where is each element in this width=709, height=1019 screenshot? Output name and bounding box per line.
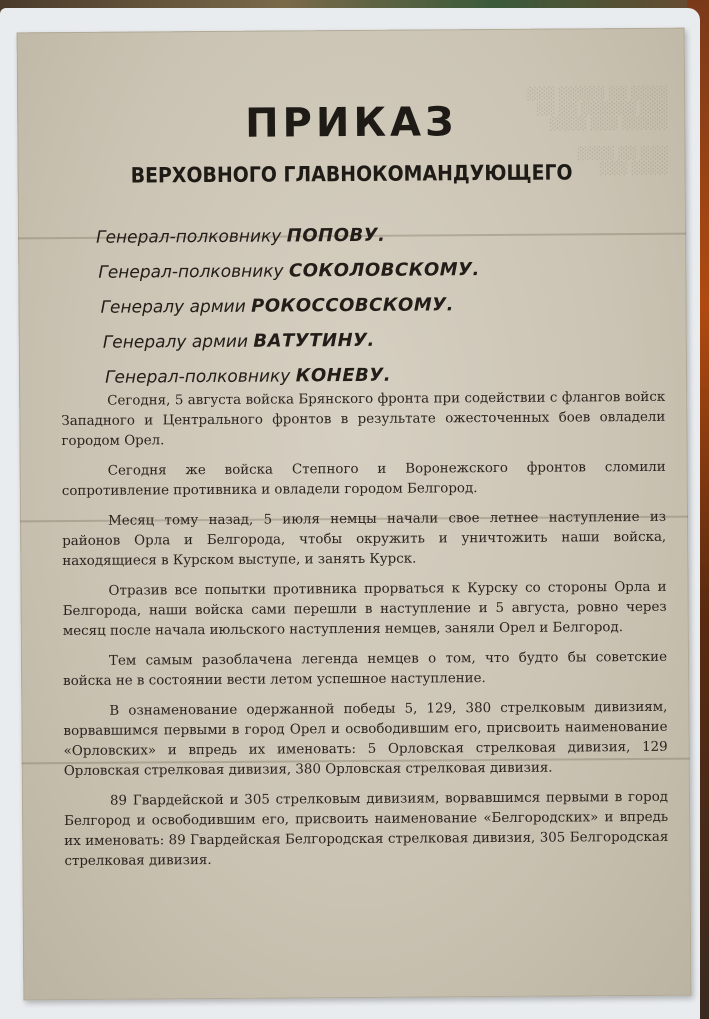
- document-title: ПРИКАЗ: [244, 99, 458, 147]
- order-paragraph: Сегодня, 5 августа войска Брянского фронта при содействии с флангов войск Западного и Центрального фронтов в результате ожесточенных боев овладели городом Орел.: [61, 389, 666, 450]
- addressee-line: [97, 321, 657, 360]
- document-sheet: [17, 28, 692, 1001]
- order-paragraph: 89 Гвардейской и 305 стрелковым дивизиям, ворвавшимся первыми в город Белгород и освободившим его, присвоить наименование «Белгородских» и впредь их именовать: 89 Гвардейская Белгородская стрелковая дивизия, 305 Белгородская стрелковая дивизия.: [64, 789, 669, 870]
- addressee-line: [96, 286, 656, 325]
- order-paragraph: В ознаменование одержанной победы 5, 129, 380 стрелковым дивизиям, ворвавшимся первыми в город Орел и освободившим его, присвоить наименование «Орловских» и впредь их именовать: 5 Орловская стрелковая дивизия, 129 Орловская стрелковая дивизия, 380 Орловская стрелковая дивизия.: [63, 699, 668, 780]
- order-paragraph: Отразив все попытки противника прорваться к Курску со стороны Орла и Белгорода, наши войска сами перешли в наступление и 5 августа, ровно через месяц после начала июльского наступления немцев, заняли Орел и Белгород.: [62, 579, 667, 640]
- order-paragraph: Месяц тому назад, 5 июля немцы начали свое летнее наступление из районов Орла и Белгорода, чтобы окружить и уничтожить наши войска, находящиеся в Курском выступе, и занять Курск.: [62, 509, 667, 570]
- addressee-name: РОКОССОВСКОМУ.: [251, 294, 455, 317]
- addressee-name: СОКОЛОВСКОМУ.: [288, 259, 480, 282]
- addressee-line: [96, 216, 656, 255]
- addressee-name: КОНЕВУ.: [295, 364, 392, 387]
- addressee-rank: Генерал-полковнику: [95, 226, 282, 248]
- addressee-rank: Генерал-полковнику: [98, 261, 284, 283]
- addressee-name: ВАТУТИНУ.: [253, 329, 375, 352]
- order-body: [61, 388, 668, 882]
- addressee-line: [96, 251, 656, 290]
- document-subtitle: ВЕРХОВНОГО ГЛАВНОКОМАНДУЮЩЕГО: [130, 160, 573, 188]
- order-paragraph: Сегодня же войска Степного и Воронежского фронтов сломили сопротивление противника и овладели городом Белгород.: [61, 459, 666, 500]
- addressee-rank: Генералу армии: [100, 296, 246, 318]
- addressee-list: [96, 216, 657, 395]
- order-paragraph: Тем самым разоблачена легенда немцев о том, что будто бы советские войска не в состоянии вести летом успешное наступление.: [63, 649, 668, 690]
- addressee-rank: Генерал-полковнику: [104, 366, 291, 388]
- addressee-name: ПОПОВУ.: [286, 224, 386, 247]
- bleed-through-texture: ░░░░ ░░ ░░░░░ ░░░ ░░░ ░░░░░░ ░░ ░░ ░░░░░ ░░░ ░░░░ ░░░ ░░ ░░░░ ░░░░ ░░░: [526, 85, 668, 176]
- addressee-rank: Генералу армии: [102, 331, 249, 353]
